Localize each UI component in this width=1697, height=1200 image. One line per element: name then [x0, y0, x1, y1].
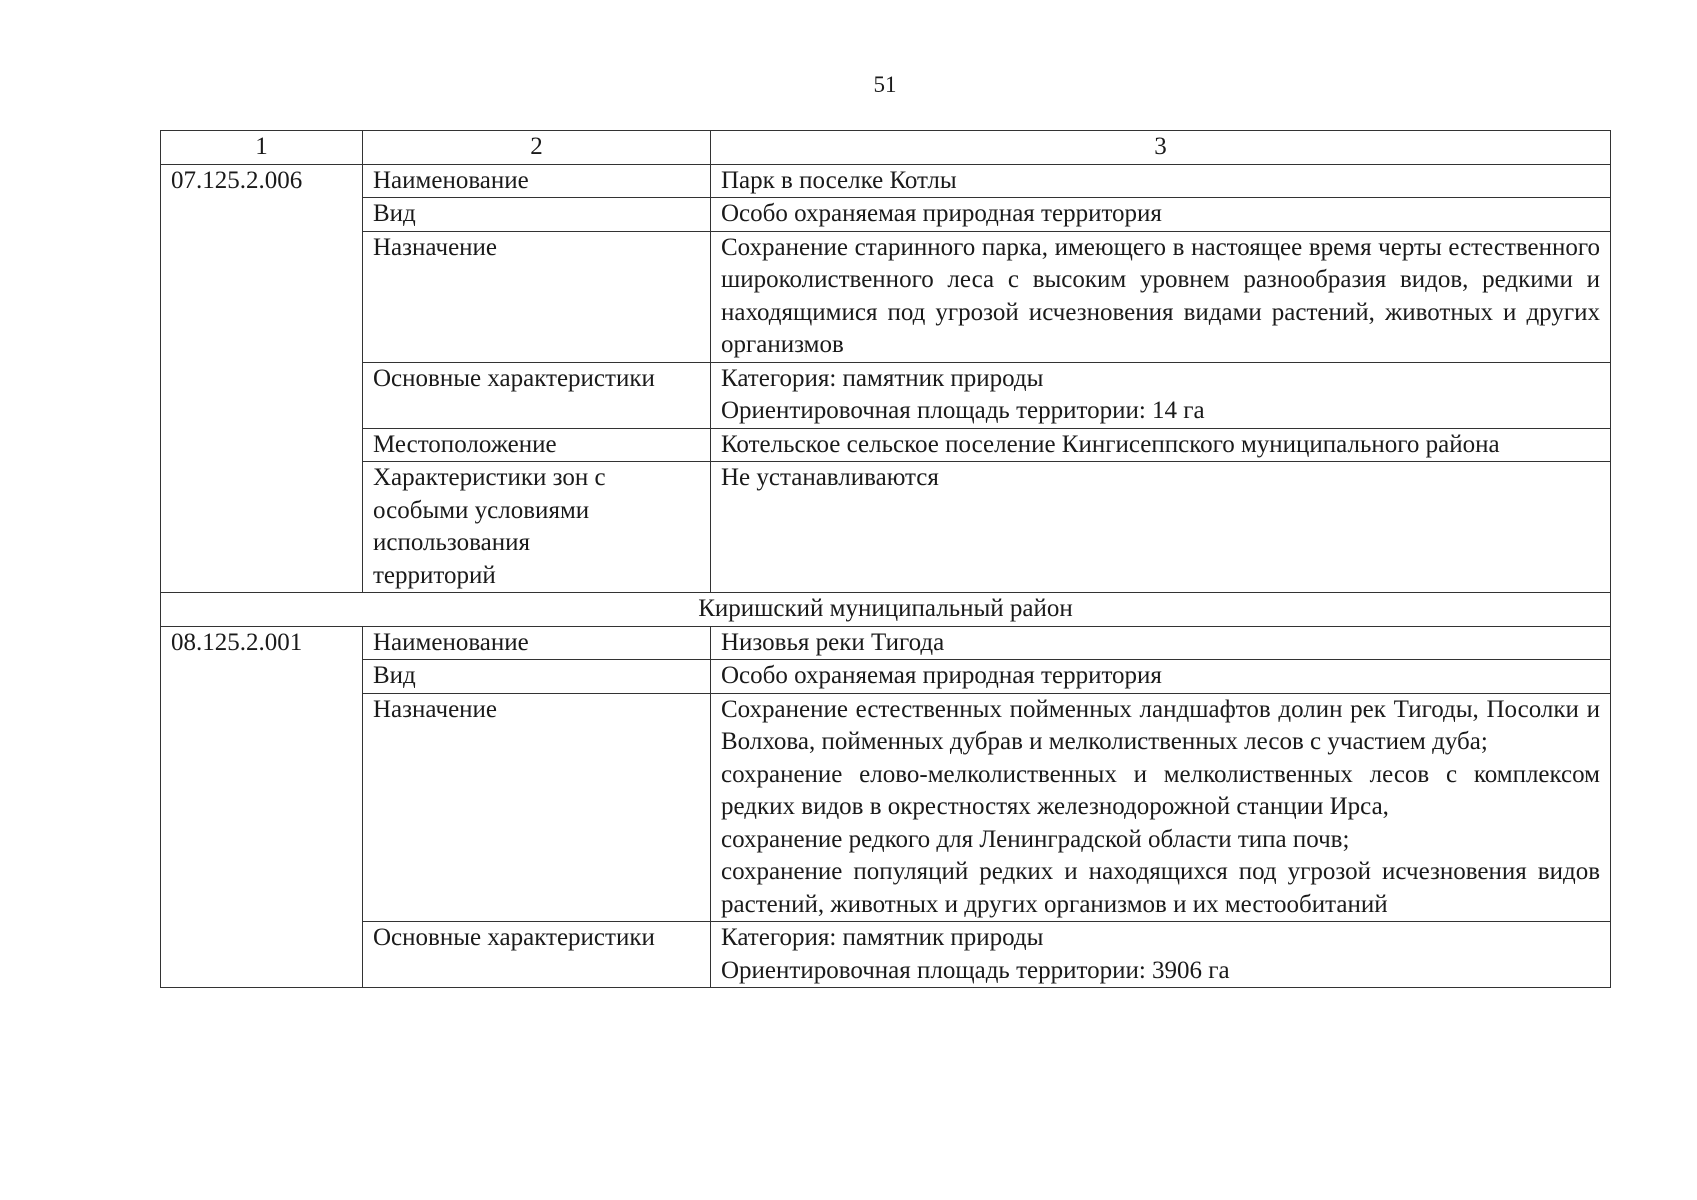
field-label: Вид — [363, 198, 711, 232]
header-col-1: 1 — [161, 131, 363, 165]
purpose-paragraph: сохранение редкого для Ленинградской области типа почв; — [721, 825, 1350, 853]
field-label: Основные характеристики — [363, 922, 711, 988]
characteristic-line: Категория: памятник природы — [721, 924, 1044, 951]
section-row — [161, 593, 1611, 627]
table-row — [161, 362, 1611, 428]
field-value: Особо охраняемая природная территория — [711, 198, 1611, 232]
purpose-paragraph: Сохранение естественных пойменных ландшафтов долин рек Тигоды, Посолки и Волхова, пойменных дубрав и мелколиственных лесов с участием дуба; — [721, 695, 1600, 755]
record-code: 08.125.2.001 — [161, 626, 363, 988]
table-row — [161, 462, 1611, 593]
record-code: 07.125.2.006 — [161, 164, 363, 593]
table-row — [161, 231, 1611, 362]
table-row — [161, 626, 1611, 660]
field-label: Наименование — [363, 626, 711, 660]
field-value: Котельское сельское поселение Кингисеппского муниципального района — [711, 428, 1611, 462]
page-number: 51 — [873, 72, 897, 97]
characteristic-line: Ориентировочная площадь территории: 3906 га — [721, 956, 1230, 984]
field-value: Сохранение старинного парка, имеющего в настоящее время черты естественного широколиственного леса с высоким уровнем разнообразия видов, редкими и находящимися под угрозой исчезновения видами растений, животных и других организмов — [711, 231, 1611, 362]
characteristic-line: Категория: памятник природы — [721, 364, 1044, 392]
field-label: Местоположение — [363, 428, 711, 462]
header-col-2: 2 — [363, 131, 711, 165]
field-label: Назначение — [363, 693, 711, 922]
table-row — [161, 198, 1611, 232]
registry-table — [160, 130, 1611, 988]
header-col-3: 3 — [711, 131, 1611, 165]
field-value: Особо охраняемая природная территория — [711, 660, 1611, 694]
field-value: Низовья реки Тигода — [711, 626, 1611, 660]
table-row — [161, 428, 1611, 462]
purpose-paragraph: сохранение популяций редких и находящихся под угрозой исчезновения видов растений, животных и других организмов и их местообитаний — [721, 858, 1600, 918]
field-value — [711, 922, 1611, 988]
field-value: Не устанавливаются — [711, 462, 1611, 593]
field-label: Наименование — [363, 164, 711, 198]
table-header-row — [161, 131, 1611, 165]
field-label: Вид — [363, 660, 711, 694]
field-label: Назначение — [363, 231, 711, 362]
field-value — [711, 362, 1611, 428]
field-value — [711, 693, 1611, 922]
table-row — [161, 922, 1611, 988]
field-label: Характеристики зон с особыми условиями использования территорий — [363, 462, 711, 593]
table-row — [161, 164, 1611, 198]
field-value: Парк в поселке Котлы — [711, 164, 1611, 198]
table-row — [161, 693, 1611, 922]
section-title: Киришский муниципальный район — [161, 593, 1611, 627]
characteristic-line: Ориентировочная площадь территории: 14 га — [721, 397, 1205, 424]
table-row — [161, 660, 1611, 694]
field-label: Основные характеристики — [363, 362, 711, 428]
purpose-paragraph: сохранение елово-мелколиственных и мелколиственных лесов с комплексом редких видов в окрестностях железнодорожной станции Ирса, — [721, 760, 1600, 820]
